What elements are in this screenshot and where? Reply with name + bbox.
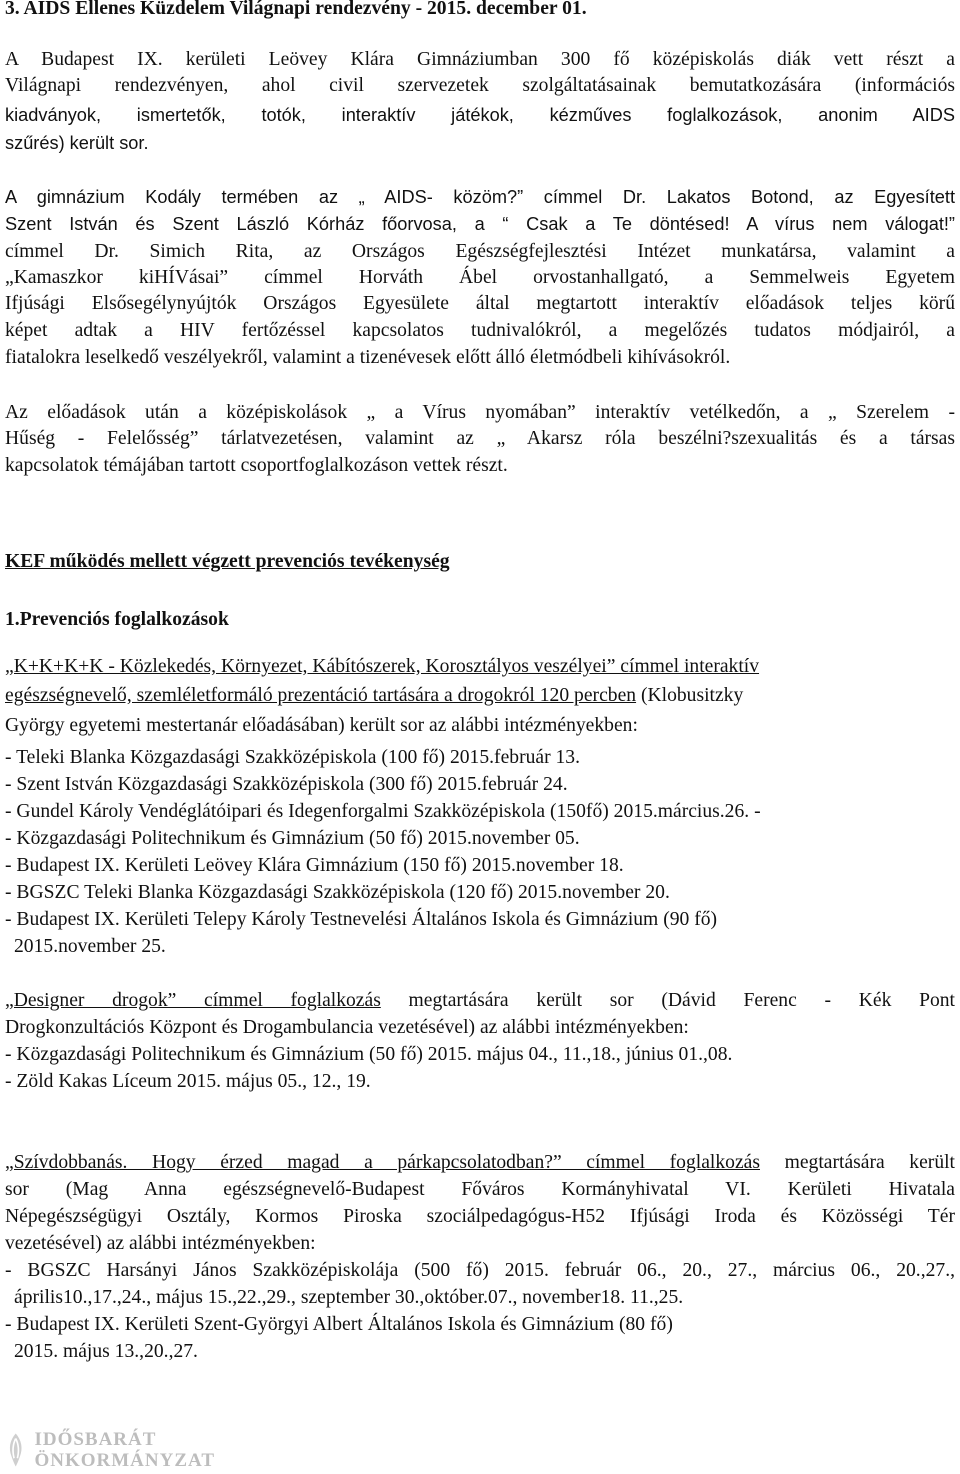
list-item: - BGSZC Harsányi János Szakközépiskolája (500 fő) 2015. február 06., 20., 27., március 06., 20.,27., [5, 1260, 955, 1281]
list-item: - Budapest IX. Kerületi Szent-Györgyi Albert Általános Iskola és Gimnázium (80 fő) [5, 1314, 673, 1335]
paragraph-line: „Kamaszkor kiHÍVásai” címmel Horváth Ábel orvostanhallgató, a Semmelweis Egyetem [5, 267, 955, 288]
paragraph-line: A Budapest IX. kerületi Leövey Klára Gimnáziumban 300 fő középiskolás diák vett részt a [5, 49, 955, 70]
paragraph-line: fiatalokra leselkedő veszélyekről, valamint a tizenévesek előtt álló életmódbeli kihívásokról. [5, 347, 731, 368]
list-item-cont: 2015. május 13.,20.,27. [14, 1341, 198, 1362]
list-item: - Budapest IX. Kerületi Leövey Klára Gimnázium (150 fő) 2015.november 18. [5, 855, 624, 876]
logo-line-1: IDŐSBARÁT [34, 1429, 157, 1450]
section-heading: 3. AIDS Ellenes Küzdelem Világnapi rendezvény - 2015. december 01. [5, 0, 587, 19]
heartbeat-label: „Szívdobbanás. Hogy érzed magad a párkapcsolatodban?” címmel foglalkozás [5, 1152, 760, 1173]
heartbeat-rest: megtartására került [759, 1152, 955, 1173]
list-item: - Zöld Kakas Líceum 2015. május 05., 12., 19. [5, 1071, 371, 1092]
paragraph-line: Az előadások után a középiskolások „ a Vírus nyomában” interaktív vetélkedőn, a „ Szerelem - [5, 402, 955, 423]
heartbeat-title [5, 1151, 955, 1175]
footer-logo [5, 1428, 215, 1472]
designer-drugs-label: „Designer drogok” címmel foglalkozás [5, 990, 381, 1011]
list-item-cont: április10.,17.,24., május 15.,22.,29., szeptember 30.,október.07., november18. 11.,25. [14, 1287, 684, 1308]
paragraph-line: kiadványok, ismertetők, totók, interaktív játékok, kézműves foglalkozások, anonim AIDS [5, 105, 955, 125]
paragraph-line: címmel Dr. Simich Rita, az Országos Egészségfejlesztési Intézet munkatársa, valamint a [5, 241, 955, 262]
paragraph-line: vezetésével) az alábbi intézményekben: [5, 1233, 316, 1254]
paragraph-line: Világnapi rendezvényen, ahol civil szervezetek szolgáltatásainak bemutatkozására (információs [5, 75, 955, 96]
list-item: - Gundel Károly Vendéglátóipari és Idegenforgalmi Szakközépiskola (150fő) 2015.március.26. - [5, 801, 761, 822]
paragraph-line: György egyetemi mestertanár előadásában) került sor az alábbi intézményekben: [5, 715, 638, 736]
logo-text [34, 1429, 215, 1471]
list-item: - Közgazdasági Politechnikum és Gimnázium (50 fő) 2015.november 05. [5, 828, 580, 849]
list-item: - Budapest IX. Kerületi Telepy Károly Testnevelési Általános Iskola és Gimnázium (90 fő) [5, 909, 718, 930]
kkkk-description [5, 684, 955, 708]
paragraph-line: Népegészségügyi Osztály, Kormos Piroska szociálpedagógus-H52 Ifjúsági Iroda és Közösségi Tér [5, 1206, 955, 1227]
list-item: - Teleki Blanka Közgazdasági Szakközépiskola (100 fő) 2015.február 13. [5, 747, 581, 768]
paragraph-line: sor (Mag Anna egészségnevelő-Budapest Főváros Kormányhivatal VI. Kerületi Hivatala [5, 1179, 955, 1200]
list-item: - BGSZC Teleki Blanka Közgazdasági Szakközépiskola (120 fő) 2015.november 20. [5, 882, 670, 903]
logo-mark-icon [5, 1428, 26, 1472]
kkkk-title-cont: egészségnevelő, szemléletformáló prezentáció tartására a drogokról 120 percben [5, 685, 637, 706]
list-item-cont: 2015.november 25. [14, 936, 166, 957]
designer-drugs-rest: megtartására került sor (Dávid Ferenc - Kék Pont [380, 990, 956, 1011]
list-item: - Szent István Közgazdasági Szakközépiskola (300 fő) 2015.február 24. [5, 774, 568, 795]
paragraph-line: Hűség - Felelősség” tárlatvezetésen, valamint az „ Akarsz róla beszélni?szexualitás és a társas [5, 428, 955, 449]
designer-drugs-title [5, 989, 955, 1013]
paragraph-line: Szent István és Szent László Kórház főorvosa, a “ Csak a Te döntésed! A vírus nem válogat!” [5, 214, 955, 234]
paragraph-line: szűrés) került sor. [5, 133, 149, 153]
kkkk-title: „K+K+K+K - Közlekedés, Környezet, Kábítószerek, Korosztályos veszélyei” címmel interaktív [5, 656, 760, 677]
paragraph-line: Ifjúsági Elsősegélynyújtók Országos Egyesülete által megtartott interaktív előadások teljes körű [5, 293, 955, 314]
list-item: - Közgazdasági Politechnikum és Gimnázium (50 fő) 2015. május 04., 11.,18., június 01.,08. [5, 1044, 733, 1065]
paragraph-line: Drogkonzultációs Központ és Drogambulancia vezetésével) az alábbi intézményekben: [5, 1017, 689, 1038]
prevention-subheading: 1.Prevenciós foglalkozások [5, 609, 229, 630]
paragraph-line: kapcsolatok témájában tartott csoportfoglalkozáson vettek részt. [5, 455, 508, 476]
kkkk-presenter: (Klobusitzky [636, 685, 744, 706]
paragraph-line: képet adtak a HIV fertőzéssel kapcsolatos tudnivalókról, a megelőzés tudatos módjairól, a [5, 320, 955, 341]
paragraph-line: A gimnázium Kodály termében az „ AIDS- közöm?” címmel Dr. Lakatos Botond, az Egyesített [5, 187, 955, 207]
logo-line-2: ÖNKORMÁNYZAT [34, 1450, 215, 1471]
kef-heading: KEF működés mellett végzett prevenciós tevékenység [5, 551, 450, 572]
